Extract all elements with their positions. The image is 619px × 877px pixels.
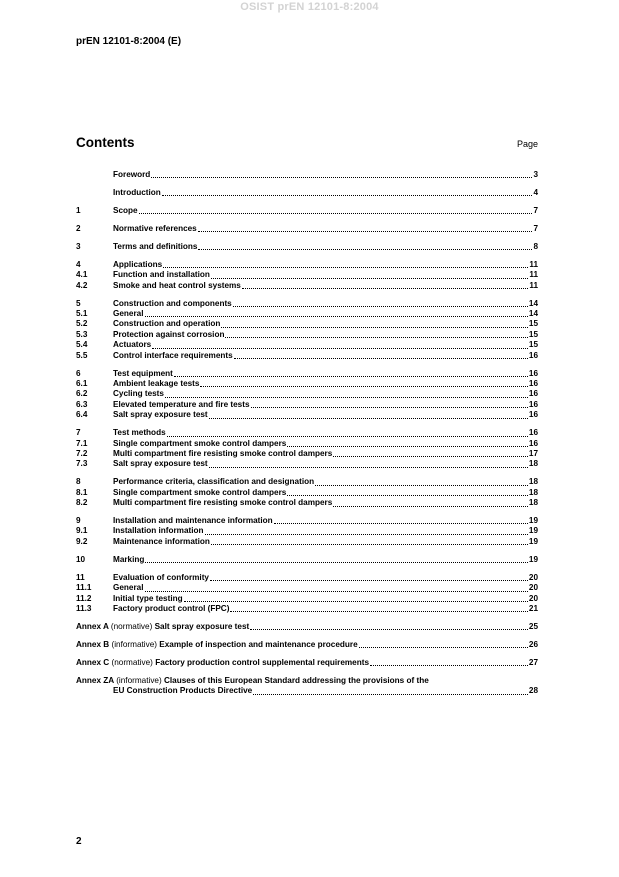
toc-entry-page: 19: [528, 536, 538, 546]
toc-entry-page: 20: [528, 593, 538, 603]
toc-entry-number: 11: [76, 572, 85, 582]
toc-entry-title: Elevated temperature and fire tests: [113, 399, 250, 409]
toc-entry-title: Introduction: [113, 187, 161, 197]
toc-leader-dots: [209, 467, 528, 468]
toc-leader-dots: [274, 523, 528, 524]
annex-title: [76, 658, 369, 668]
toc-leader-dots: [210, 580, 528, 581]
toc-entry[interactable]: [76, 330, 538, 340]
toc-leader-dots: [230, 611, 527, 612]
toc-group: [76, 260, 538, 291]
toc-entry[interactable]: [76, 555, 538, 565]
annex-kind: (normative): [111, 657, 153, 667]
document-id: prEN 12101-8:2004 (E): [76, 36, 182, 47]
toc-entry[interactable]: [76, 498, 538, 508]
toc-entry-page: 16: [528, 399, 538, 409]
toc-group: [76, 242, 538, 252]
toc-entry-number: 5.3: [76, 329, 88, 339]
toc-entry-page: 19: [528, 516, 538, 526]
toc-entry-page: 15: [528, 340, 538, 350]
toc-entry-page: 14: [528, 309, 538, 319]
toc-entry-title: Smoke and heat control systems: [113, 280, 241, 290]
toc-entry-page: 11: [529, 270, 538, 280]
toc-entry[interactable]: [76, 459, 538, 469]
toc-leader-dots: [253, 694, 528, 695]
toc-entry-title: Foreword: [113, 169, 151, 179]
toc-entry-page: 17: [528, 448, 538, 458]
toc-group: [76, 573, 538, 615]
annex-title: [76, 640, 358, 650]
toc-entry-page: 20: [528, 583, 538, 593]
toc-entry-title: Installation information: [113, 526, 204, 536]
toc-entry[interactable]: [76, 206, 538, 216]
toc-group: [76, 516, 538, 547]
toc-entry-page: 16: [528, 438, 538, 448]
toc-entry-title: Applications: [113, 259, 163, 269]
toc-entry-number: 7.3: [76, 459, 88, 469]
toc-leader-dots: [333, 456, 528, 457]
toc-entry-number: 9.1: [76, 526, 88, 536]
toc-leader-dots: [315, 485, 528, 486]
toc-entry-number: 5: [76, 298, 81, 308]
toc-entry-page: 15: [528, 329, 538, 339]
annex-kind: (informative): [111, 639, 157, 649]
toc-entry-page: 16: [528, 379, 538, 388]
annex-entry[interactable]: [76, 640, 538, 650]
toc-entry-page: 8: [533, 241, 538, 251]
toc-entry-page: 15: [528, 319, 538, 329]
toc-entry-number: 6.4: [76, 410, 88, 420]
toc-entry-number: 11.1: [76, 583, 92, 593]
toc-entry-number: 5.1: [76, 309, 88, 319]
contents-title: Contents: [76, 135, 135, 150]
toc-leader-dots: [152, 348, 528, 349]
annex-group: [76, 658, 538, 668]
toc-entry-title: Salt spray exposure test: [113, 459, 208, 469]
toc-entry[interactable]: [76, 309, 538, 319]
toc-entry-number: 4.1: [76, 270, 88, 280]
toc-leader-dots: [198, 249, 532, 250]
toc-leader-dots: [198, 231, 533, 232]
toc-entry-page: 21: [528, 604, 538, 613]
toc-entry-title: General: [113, 309, 144, 319]
toc-entry[interactable]: [76, 400, 538, 410]
annex-label: Annex B: [76, 639, 110, 649]
toc-entry[interactable]: [76, 604, 538, 614]
annex-page: 28: [528, 686, 538, 696]
toc-entry-number: 9: [76, 516, 81, 526]
toc-entry[interactable]: [76, 439, 538, 449]
toc-leader-dots: [370, 665, 528, 666]
toc-entry-title: Installation and maintenance information: [113, 516, 273, 526]
toc-entry-number: 6.2: [76, 389, 88, 399]
toc-entry-title: Performance criteria, classification and designation: [113, 477, 315, 487]
toc-entry[interactable]: [76, 188, 538, 198]
toc-entry-page: 18: [528, 498, 538, 508]
toc-leader-dots: [221, 327, 528, 328]
toc-entry-title: Actuators: [113, 340, 152, 350]
page-column-label: Page: [516, 139, 538, 149]
annex-text: Factory production control supplemental requirements: [155, 657, 370, 667]
toc-entry-page: 11: [529, 280, 538, 290]
annex-group: [76, 640, 538, 650]
toc-entry-page: 7: [533, 205, 538, 215]
toc-entry-title: Normative references: [113, 223, 197, 233]
toc-entry-number: 3: [76, 241, 81, 251]
toc-entry-number: 5.4: [76, 340, 88, 350]
annex-group: [76, 676, 538, 697]
toc-entry[interactable]: [76, 242, 538, 252]
toc-entry-page: 4: [533, 187, 538, 197]
toc-entry-page: 11: [529, 259, 538, 269]
annex-entry-continued[interactable]: [76, 686, 538, 696]
toc-entry-number: 1: [76, 205, 81, 215]
toc-leader-dots: [242, 288, 528, 289]
toc-entry[interactable]: [76, 410, 538, 420]
toc-group: [76, 477, 538, 508]
toc-leader-dots: [200, 386, 527, 387]
toc-group: [76, 369, 538, 421]
toc-entry-title: Multi compartment fire resisting smoke control dampers: [113, 448, 333, 458]
toc-leader-dots: [209, 418, 528, 419]
toc-entry-number: 11.3: [76, 604, 92, 613]
toc-entry-page: 20: [528, 572, 538, 582]
toc-group: [76, 170, 538, 180]
toc-entry-page: 16: [528, 410, 538, 420]
toc-entry[interactable]: [76, 449, 538, 459]
toc-entry-title: Cycling tests: [113, 389, 164, 399]
annex-label: Annex ZA: [76, 675, 114, 685]
annex-page: 27: [528, 657, 538, 667]
toc-entry-number: 8: [76, 477, 81, 487]
toc-leader-dots: [174, 376, 528, 377]
toc-entry[interactable]: [76, 224, 538, 234]
toc-entry-number: 5.5: [76, 350, 88, 360]
toc-entry-title: Protection against corrosion: [113, 329, 225, 339]
page-number: 2: [76, 836, 82, 847]
toc-leader-dots: [165, 397, 528, 398]
toc-group: [76, 555, 538, 565]
table-of-contents: [76, 170, 538, 704]
toc-entry-page: 14: [528, 298, 538, 308]
toc-entry-title: Multi compartment fire resisting smoke control dampers: [113, 498, 333, 508]
toc-entry[interactable]: [76, 428, 538, 438]
annex-entry[interactable]: [76, 658, 538, 668]
toc-entry-title: Test equipment: [113, 368, 173, 378]
toc-entry-title: Initial type testing: [113, 593, 183, 603]
toc-entry-page: 19: [528, 554, 538, 564]
annex-kind: (informative): [116, 675, 162, 685]
annex-entry[interactable]: [76, 622, 538, 632]
toc-entry[interactable]: [76, 170, 538, 180]
watermark: OSIST prEN 12101-8:2004: [240, 1, 379, 13]
toc-entry-title: General: [113, 583, 144, 593]
toc-entry-title: Evaluation of conformity: [113, 572, 209, 582]
toc-entry[interactable]: [76, 389, 538, 399]
toc-entry-title: Test methods: [113, 428, 166, 438]
toc-group: [76, 224, 538, 234]
toc-entry[interactable]: [76, 281, 538, 291]
toc-leader-dots: [333, 506, 528, 507]
toc-entry-number: 9.2: [76, 536, 88, 546]
toc-entry-title: Scope: [113, 205, 138, 215]
toc-group: [76, 188, 538, 198]
annex-text: Clauses of this European Standard addressing the provisions of the: [163, 675, 429, 685]
toc-leader-dots: [233, 306, 528, 307]
toc-entry-page: 16: [528, 428, 538, 438]
toc-entry-title: Single compartment smoke control dampers: [113, 438, 287, 448]
toc-leader-dots: [211, 278, 528, 279]
annex-entry[interactable]: [76, 676, 538, 686]
toc-entry[interactable]: [76, 537, 538, 547]
toc-entry-title: Salt spray exposure test: [113, 410, 208, 420]
toc-entry[interactable]: [76, 260, 538, 270]
toc-leader-dots: [145, 316, 528, 317]
toc-entry-title: Single compartment smoke control dampers: [113, 487, 287, 497]
toc-entry-page: 18: [528, 459, 538, 469]
toc-leader-dots: [287, 446, 528, 447]
toc-entry[interactable]: [76, 299, 538, 309]
toc-leader-dots: [139, 213, 533, 214]
toc-leader-dots: [184, 601, 528, 602]
toc-leader-dots: [167, 436, 528, 437]
toc-group: [76, 299, 538, 361]
toc-entry-number: 7: [76, 428, 81, 438]
toc-entry-number: 10: [76, 554, 86, 564]
toc-entry-page: 7: [533, 223, 538, 233]
toc-leader-dots: [145, 562, 527, 563]
toc-entry[interactable]: [76, 477, 538, 487]
toc-entry-number: 6.3: [76, 399, 88, 409]
annex-title: [76, 622, 249, 632]
toc-group: [76, 206, 538, 216]
toc-entry-page: 16: [528, 389, 538, 399]
toc-entry-title: Ambient leakage tests: [113, 379, 200, 388]
toc-entry[interactable]: [76, 583, 538, 593]
toc-entry-title: Construction and operation: [113, 319, 221, 329]
toc-entry[interactable]: [76, 488, 538, 498]
toc-entry-number: 6: [76, 368, 81, 378]
toc-entry-number: 7.1: [76, 438, 88, 448]
toc-entry[interactable]: [76, 379, 538, 389]
annex-text-continued: EU Construction Products Directive: [113, 686, 253, 696]
toc-entry[interactable]: [76, 594, 538, 604]
toc-entry-number: 8.2: [76, 498, 88, 508]
toc-entry-page: 16: [528, 350, 538, 360]
toc-entry[interactable]: [76, 573, 538, 583]
toc-entry-number: 7.2: [76, 448, 88, 458]
annex-title: [76, 676, 429, 686]
annex-label: Annex C: [76, 657, 110, 667]
toc-entry[interactable]: [76, 319, 538, 329]
toc-entry-page: 16: [528, 368, 538, 378]
toc-entry-page: 3: [533, 169, 538, 179]
toc-entry[interactable]: [76, 516, 538, 526]
toc-entry-page: 18: [528, 487, 538, 497]
toc-entry[interactable]: [76, 270, 538, 280]
toc-entry[interactable]: [76, 340, 538, 350]
toc-entry[interactable]: [76, 369, 538, 379]
toc-entry-number: 6.1: [76, 379, 88, 388]
toc-leader-dots: [145, 591, 528, 592]
toc-leader-dots: [163, 267, 528, 268]
toc-leader-dots: [287, 495, 528, 496]
toc-leader-dots: [162, 195, 533, 196]
annex-label: Annex A: [76, 621, 109, 631]
toc-entry-number: 11.2: [76, 593, 92, 603]
toc-entry[interactable]: [76, 351, 538, 361]
toc-entry-title: Maintenance information: [113, 536, 210, 546]
toc-entry-title: Marking: [113, 554, 145, 564]
toc-leader-dots: [151, 177, 532, 178]
toc-entry-title: Control interface requirements: [113, 350, 233, 360]
toc-leader-dots: [205, 534, 528, 535]
annex-text: Salt spray exposure test: [154, 621, 250, 631]
annex-text: Example of inspection and maintenance procedure: [159, 639, 358, 649]
toc-leader-dots: [251, 407, 528, 408]
toc-entry-number: 2: [76, 223, 81, 233]
toc-entry-number: 4.2: [76, 280, 88, 290]
annex-kind: (normative): [110, 621, 153, 631]
toc-group: [76, 428, 538, 470]
toc-entry-page: 18: [528, 477, 538, 487]
toc-leader-dots: [359, 647, 528, 648]
annex-group: [76, 622, 538, 632]
toc-entry-title: Function and installation: [113, 270, 210, 280]
toc-entry-number: 8.1: [76, 487, 88, 497]
toc-leader-dots: [250, 629, 528, 630]
toc-entry-number: 5.2: [76, 319, 88, 329]
toc-entry-title: Construction and components: [113, 298, 232, 308]
toc-leader-dots: [225, 337, 527, 338]
toc-leader-dots: [234, 358, 528, 359]
toc-leader-dots: [211, 544, 528, 545]
annex-page: 26: [528, 639, 538, 649]
toc-entry-title: Factory product control (FPC): [113, 604, 230, 613]
toc-entry[interactable]: [76, 526, 538, 536]
annex-page: 25: [528, 621, 538, 631]
toc-entry-number: 4: [76, 259, 81, 269]
toc-entry-page: 19: [528, 526, 538, 536]
toc-entry-title: Terms and definitions: [113, 241, 198, 251]
